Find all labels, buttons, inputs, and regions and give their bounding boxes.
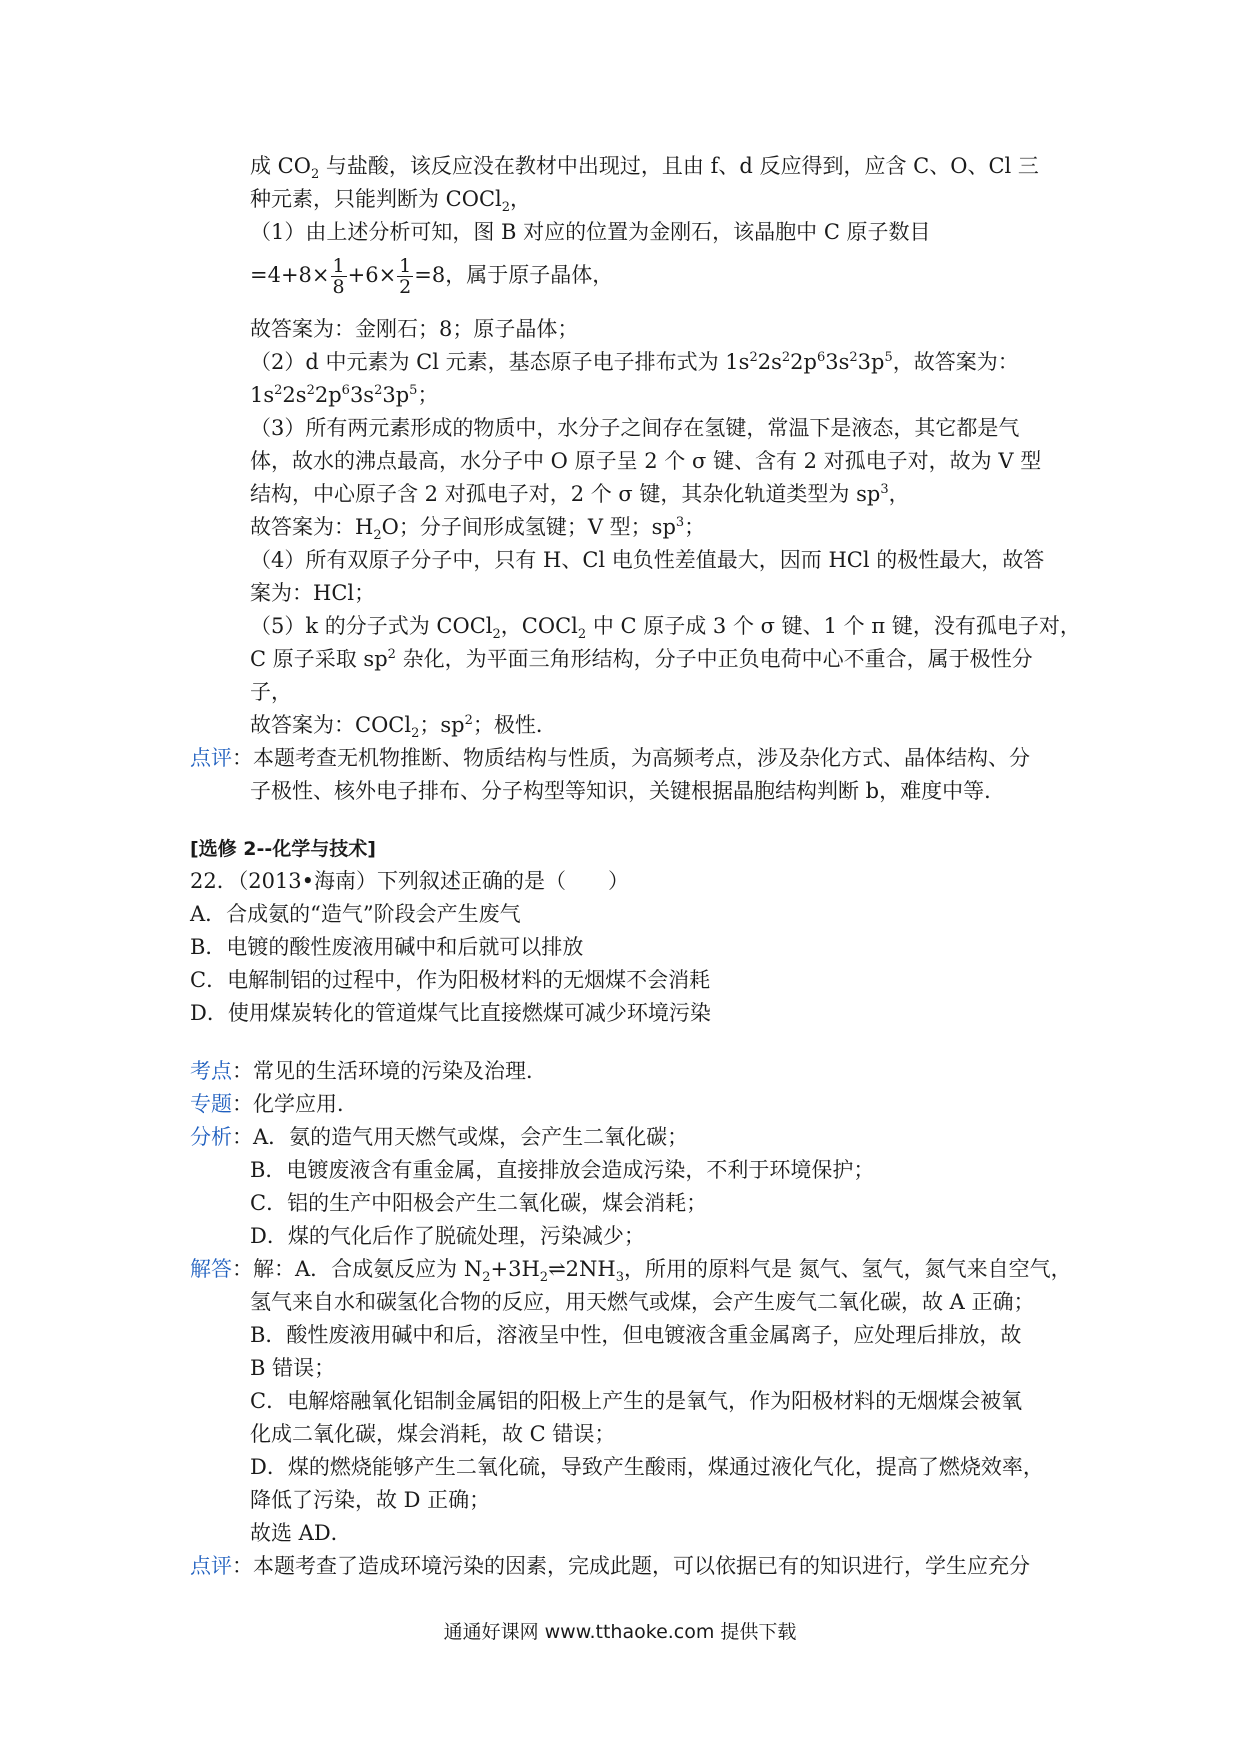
fraction: $\frac{1}{8}$ (332, 255, 345, 298)
text-line: B．酸性废液用碱中和后，溶液呈中性，但电镀液含重金属离子，应处理后排放，故 (250, 1323, 1022, 1347)
jieda-label: 解答 (190, 1257, 232, 1281)
text-line: 氢气来自水和碳氢化合物的反应，用天燃气或煤，会产生废气二氧化碳，故 A 正确； (250, 1290, 1035, 1314)
text-line: 化成二氧化碳，煤会消耗，故 C 错误； (250, 1422, 616, 1446)
text-line: 体，故水的沸点最高，水分子中 O 原子呈 2 个 σ 键、含有 2 对孤电子对，故为 V 型 (250, 449, 1042, 473)
option-c: C．电解制铝的过程中，作为阳极材料的无烟煤不会消耗 (190, 968, 711, 992)
text-line: 子极性、核外电子排布、分子构型等知识，关键根据晶胞结构判断 b，难度中等． (250, 779, 1006, 803)
text-line: 结构，中心原子含 2 对孤电子对，2 个 σ 键，其杂化轨道类型为 $sp^3$， (250, 482, 910, 506)
text-line: 案为：HCl； (250, 581, 376, 605)
text-line: B 错误； (250, 1356, 336, 1380)
text-line: 故选 AD． (250, 1521, 352, 1545)
text-line: D．煤的气化后作了脱硫处理，污染减少； (250, 1224, 645, 1248)
zhuanti-line: 专题：化学应用． (190, 1092, 358, 1116)
text-line: C．铝的生产中阳极会产生二氧化碳，煤会消耗； (250, 1191, 708, 1215)
text-line: $1s^22s^22p^63s^23p^5$； (250, 383, 439, 407)
jieda-line: 解答：解：A．合成氨反应为 $N_2+3H_2\rightleftharpoons 2NH_3$，所用的原料气是 氮气、氢气，氮气来自空气， (190, 1257, 1072, 1286)
text-line: C 原子采取 $sp^2$ 杂化，为平面三角形结构，分子中正负电荷中心不重合，属于极性分 (250, 647, 1033, 671)
section-title: [选修 2--化学与技术] (190, 838, 376, 860)
text-line: （2）d 中元素为 Cl 元素，基态原子电子排布式为 $1s^22s^22p^63s^23p^5$，故答案为： (250, 350, 1019, 374)
text-line: 成 $CO_2$ 与盐酸，该反应没在教材中出现过，且由 f、d 反应得到，应含 C、O、Cl 三 (250, 154, 1039, 183)
answer-line: 故答案为：$H_2O$；分子间形成氢键；V 型；$sp^3$； (250, 515, 706, 544)
formula-line: =4+8× $\frac{1}{8}$ +6× $\frac{1}{2}$ =8，属于原子晶体， (250, 255, 614, 298)
text-line: （3）所有两元素形成的物质中，水分子之间存在氢键，常温下是液态，其它都是气 (250, 416, 1020, 440)
kaodian-label: 考点 (190, 1059, 232, 1083)
text-line: D．煤的燃烧能够产生二氧化硫，导致产生酸雨，煤通过液化气化，提高了燃烧效率， (250, 1455, 1044, 1479)
kaodian-line: 考点：常见的生活环境的污染及治理． (190, 1059, 547, 1083)
review-label: 点评 (190, 1554, 232, 1578)
zhuanti-label: 专题 (190, 1092, 232, 1116)
page-footer: 通通好课网 www.tthaoke.com 提供下载 (443, 1621, 797, 1643)
text-line: 降低了污染，故 D 正确； (250, 1488, 491, 1512)
fenxi-line: 分析：A．氨的造气用天燃气或煤，会产生二氧化碳； (190, 1125, 689, 1149)
text-line: （5）k 的分子式为 COCl$_2$，COCl$_2$ 中 C 原子成 3 个 σ 键、1 个 π 键，没有孤电子对， (250, 614, 1081, 643)
text-line: （1）由上述分析可知，图 B 对应的位置为金刚石，该晶胞中 C 原子数目 (250, 220, 931, 244)
text-line: C．电解熔融氧化铝制金属铝的阳极上产生的是氧气，作为阳极材料的无烟煤会被氧 (250, 1389, 1023, 1413)
fraction: $\frac{1}{2}$ (399, 255, 412, 298)
answer-line: 故答案为：COCl$_2$；$sp^2$；极性． (250, 713, 557, 742)
text-line: （4）所有双原子分子中，只有 H、Cl 电负性差值最大，因而 HCl 的极性最大，故答 (250, 548, 1045, 572)
review-line: 点评：本题考查了造成环境污染的因素，完成此题，可以依据已有的知识进行，学生应充分 (190, 1554, 1030, 1578)
question-stem: 22．（2013•海南）下列叙述正确的是（ ） (190, 869, 630, 893)
answer-line: 故答案为：金刚石；8；原子晶体； (250, 317, 579, 341)
text-line: 种元素，只能判断为 COCl$_2$， (250, 187, 532, 216)
review-line: 点评：本题考查无机物推断、物质结构与性质，为高频考点，涉及杂化方式、晶体结构、分 (190, 746, 1030, 770)
text-line: 子， (250, 680, 292, 704)
option-d: D．使用煤炭转化的管道煤气比直接燃煤可减少环境污染 (190, 1001, 711, 1025)
text-line: B．电镀废液含有重金属，直接排放会造成污染，不利于环境保护； (250, 1158, 875, 1182)
fenxi-label: 分析 (190, 1125, 232, 1149)
review-label: 点评 (190, 746, 232, 770)
option-b: B．电镀的酸性废液用碱中和后就可以排放 (190, 935, 584, 959)
option-a: A．合成氨的“造气”阶段会产生废气 (190, 902, 521, 926)
